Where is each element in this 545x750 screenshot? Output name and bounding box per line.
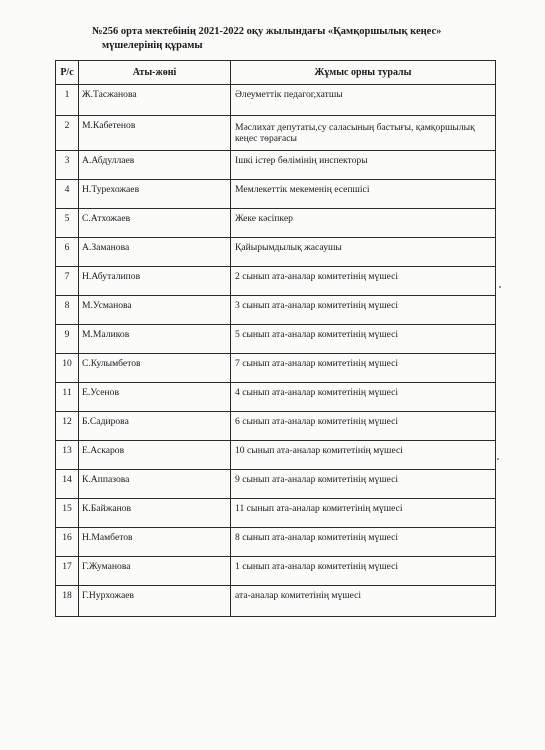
table-row <box>56 180 496 209</box>
table-row <box>56 209 496 238</box>
member-role: Жеке кәсіпкер <box>231 209 496 238</box>
member-name: Н.Абуталипов <box>79 267 231 296</box>
table-row <box>56 499 496 528</box>
member-name: Б.Садирова <box>79 412 231 441</box>
table-row <box>56 441 496 470</box>
table-row <box>56 470 496 499</box>
member-name: С.Атхожаев <box>79 209 231 238</box>
row-number: 8 <box>56 296 79 325</box>
title-line-1: №256 орта мектебінің 2021-2022 оқу жылындағы «Қамқоршылық кеңес» <box>92 26 442 37</box>
row-number: 12 <box>56 412 79 441</box>
table-row <box>56 296 496 325</box>
row-number: 7 <box>56 267 79 296</box>
member-name: М.Кабетенов <box>79 116 231 151</box>
row-number: 5 <box>56 209 79 238</box>
row-number: 18 <box>56 586 79 617</box>
row-number: 10 <box>56 354 79 383</box>
member-role: 3 сынып ата-аналар комитетінің мүшесі <box>231 296 496 325</box>
member-role: 2 сынып ата-аналар комитетінің мүшесі <box>231 267 496 296</box>
member-role: 8 сынып ата-аналар комитетінің мүшесі <box>231 528 496 557</box>
member-role: ата-аналар комитетінің мүшесі <box>231 586 496 617</box>
member-role: 4 сынып ата-аналар комитетінің мүшесі <box>231 383 496 412</box>
table-row <box>56 151 496 180</box>
member-name: Е.Усенов <box>79 383 231 412</box>
table-row <box>56 383 496 412</box>
table-row <box>56 528 496 557</box>
table-row <box>56 116 496 151</box>
table-row <box>56 325 496 354</box>
scan-speck <box>499 286 501 288</box>
member-role: 7 сынып ата-аналар комитетінің мүшесі <box>231 354 496 383</box>
member-role: 11 сынып ата-аналар комитетінің мүшесі <box>231 499 496 528</box>
member-role: 10 сынып ата-аналар комитетінің мүшесі <box>231 441 496 470</box>
title-line-2: мүшелерінің құрамы <box>102 40 203 51</box>
row-number: 14 <box>56 470 79 499</box>
member-name: М.Маликов <box>79 325 231 354</box>
member-name: М.Усманова <box>79 296 231 325</box>
member-name: Н.Мамбетов <box>79 528 231 557</box>
member-name: Г.Жуманова <box>79 557 231 586</box>
header-name: Аты-жөні <box>79 61 231 85</box>
member-name: С.Кулымбетов <box>79 354 231 383</box>
row-number: 6 <box>56 238 79 267</box>
member-role: 1 сынып ата-аналар комитетінің мүшесі <box>231 557 496 586</box>
table-row <box>56 412 496 441</box>
row-number: 17 <box>56 557 79 586</box>
table-row <box>56 267 496 296</box>
member-name: Е.Аскаров <box>79 441 231 470</box>
header-num: Р/с <box>56 61 79 85</box>
row-number: 3 <box>56 151 79 180</box>
row-number: 13 <box>56 441 79 470</box>
member-name: К.Байжанов <box>79 499 231 528</box>
member-name: Ж.Тасжанова <box>79 85 231 116</box>
row-number: 2 <box>56 116 79 151</box>
table-row <box>56 85 496 116</box>
table-row <box>56 586 496 617</box>
member-role: Мемлекеттік мекеменің есепшісі <box>231 180 496 209</box>
member-role: 6 сынып ата-аналар комитетінің мүшесі <box>231 412 496 441</box>
row-number: 4 <box>56 180 79 209</box>
members-table <box>55 60 496 617</box>
member-name: К.Аппазова <box>79 470 231 499</box>
row-number: 16 <box>56 528 79 557</box>
member-name: Н.Турехожаев <box>79 180 231 209</box>
member-role: Ішкі істер бөлімінің инспекторы <box>231 151 496 180</box>
row-number: 11 <box>56 383 79 412</box>
document-title <box>72 25 492 53</box>
table-body <box>56 85 496 617</box>
table-row <box>56 354 496 383</box>
row-number: 1 <box>56 85 79 116</box>
member-role: 5 сынып ата-аналар комитетінің мүшесі <box>231 325 496 354</box>
table-row <box>56 557 496 586</box>
table-row <box>56 238 496 267</box>
row-number: 15 <box>56 499 79 528</box>
member-name: Г.Нурхожаев <box>79 586 231 617</box>
header-role: Жұмыс орны туралы <box>231 61 496 85</box>
row-number: 9 <box>56 325 79 354</box>
member-role: Қайырымдылық жасаушы <box>231 238 496 267</box>
member-name: А.Заманова <box>79 238 231 267</box>
scan-speck <box>497 458 499 460</box>
member-role: 9 сынып ата-аналар комитетінің мүшесі <box>231 470 496 499</box>
member-role: Мәслихат депутаты,су саласының бастығы, қамқоршылық кеңес төрағасы <box>231 116 496 151</box>
table-header-row <box>56 61 496 85</box>
member-name: А.Абдуллаев <box>79 151 231 180</box>
member-role: Әлеуметтік педагог,хатшы <box>231 85 496 116</box>
